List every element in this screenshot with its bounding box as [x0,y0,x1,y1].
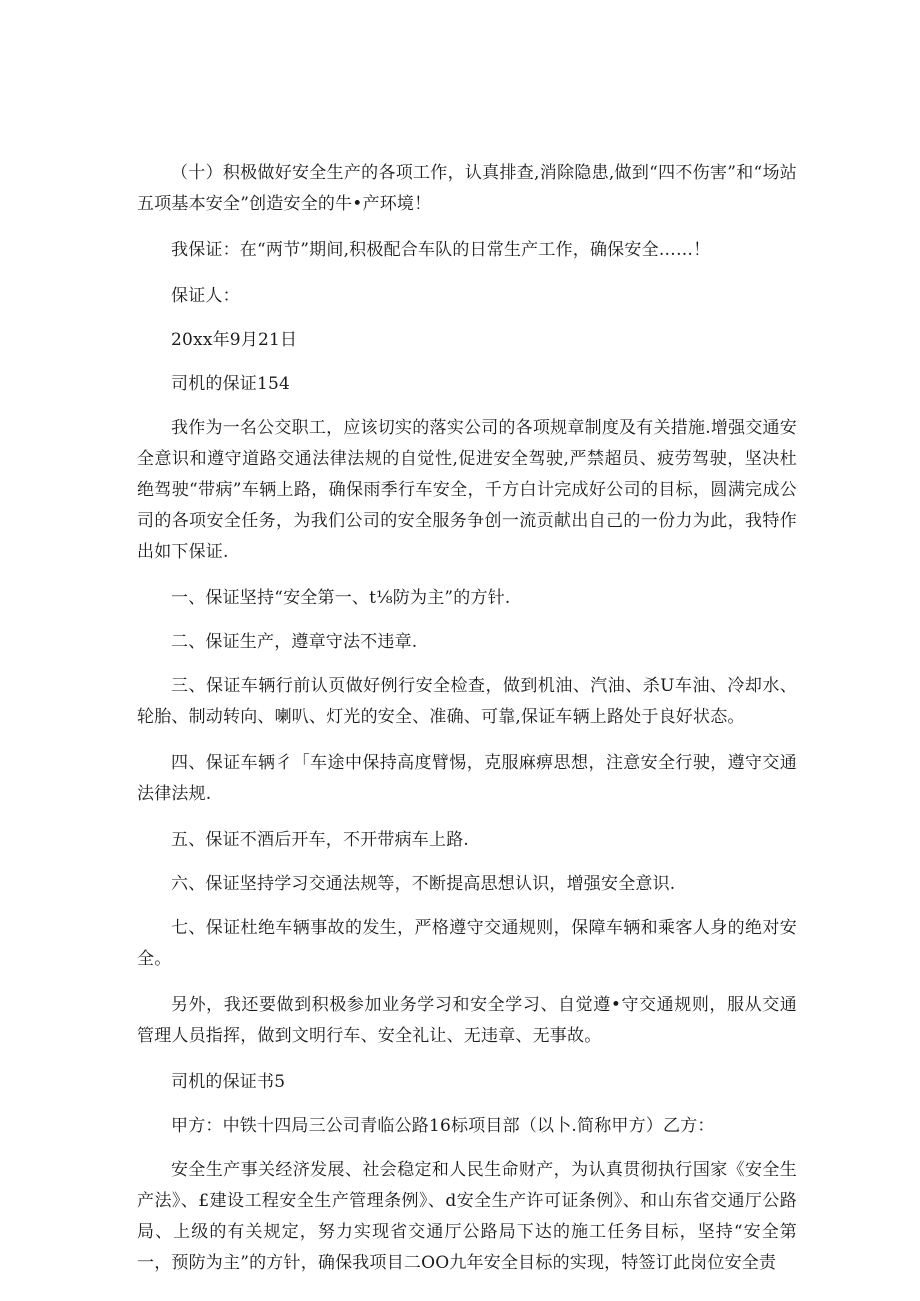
list-item-four: 四、保证车辆彳「车途中保持高度臂惕，克服麻痹思想，注意安全行驶，遵守交通法律法规. [137,753,797,804]
paragraph-guarantee-statement: 我保证：在“两节”期间,积极配合车队的日常生产工作，确保安全……！ [171,240,711,260]
paragraph-safety-item-ten: （十）积极做好安全生产的各项工作，认真排查,消除隐患,做到“四不伤害”和“场站五项基本安全”创造安全的牛•产环境！ [137,163,797,214]
list-item-seven: 七、保证杜绝车辆事故的发生，严格遵守交通规则，保障车辆和乘客人身的绝对安全。 [137,918,797,969]
list-item-one: 一、保证坚持“安全第一、t⅛防为主”的方针. [171,588,511,608]
list-item-two: 二、保证生产，遵章守法不违章. [171,632,418,652]
guarantor-label: 保证人： [171,286,240,306]
paragraph-intro: 我作为一名公交职工，应该切实的落实公司的各项规章制度及有关措施.增强交通安全意识和遵守道路交通法律法规的自觉性,促进安全驾驶,严禁超员、疲劳驾驶，坚决杜绝驾驶“带病”车辆上路，确保雨季行车安全，千方白计完成好公司的目标，圆满完成公司的各项安全任务，为我们公司的安全服务争创一流贡献出自己的一份力为此，我特作出如下保证. [137,418,797,562]
date-line: 20xx年9月21日 [171,330,298,350]
list-item-three: 三、保证车辆行前认页做好例行安全检查，做到机油、汽油、杀U车油、冷却水、轮胎、制动转向、喇叭、灯光的安全、准确、可靠,保证车辆上路处于良好状态。 [137,676,797,727]
list-item-five: 五、保证不酒后开车，不开带病车上路. [171,830,470,850]
paragraph-safety-production: 安全生产事关经济发展、社会稳定和人民生命财产，为认真贯彻执行国家《安全生产法》、£建设工程安全生产管理条例》、d安全生产许可证条例》、和山东省交通厅公路局、上级的有关规定，努力实现省交通厅公路局下达的施工任务目标，坚持“安全第一，预防为主”的方针，确保我项目二OO九年安全目标的实现，特签订此岗位安全责 [137,1160,797,1273]
paragraph-additional: 另外，我还要做到积极参加业务学习和安全学习、自觉遵•守交通规则，服从交通管理人员指挥，做到文明行车、安全礼让、无违章、无事故。 [137,995,797,1046]
section-heading-driver-guarantee: 司机的保证154 [171,374,291,394]
document-body [137,158,797,1294]
list-item-six: 六、保证坚持学习交通法规等，不断提高思想认识，增强安全意识. [171,874,676,894]
section-heading-driver-guarantee-book: 司机的保证书5 [171,1072,286,1092]
parties-line: 甲方：中铁十四局三公司青临公路16标项目部（以卜.简称甲方）乙方： [171,1116,715,1136]
